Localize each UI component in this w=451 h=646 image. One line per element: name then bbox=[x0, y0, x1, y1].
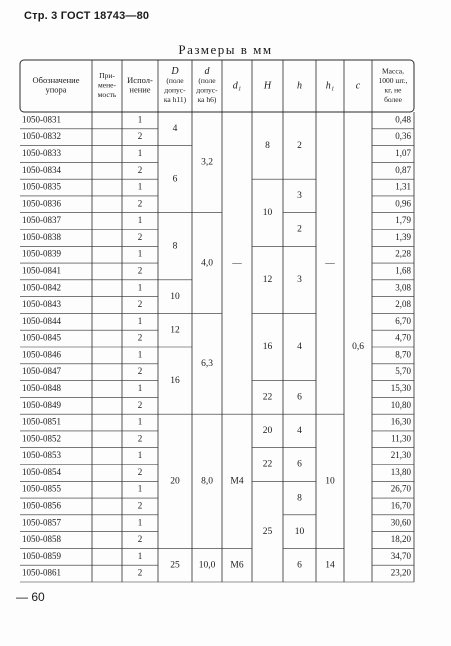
D-value: 4 bbox=[172, 123, 178, 134]
designation-cell: 1050-0848 bbox=[22, 383, 61, 394]
header-D: допус- bbox=[164, 85, 186, 95]
mass-cell: 23,20 bbox=[390, 567, 411, 578]
d1-value: M4 bbox=[230, 476, 244, 487]
mass-cell: 1,68 bbox=[395, 265, 411, 276]
designation-cell: 1050-0858 bbox=[22, 534, 61, 545]
mass-cell: 1,07 bbox=[395, 148, 411, 159]
d-value: 8,0 bbox=[201, 476, 213, 487]
designation-cell: 1050-0836 bbox=[22, 198, 61, 209]
mass-cell: 2,28 bbox=[395, 248, 411, 259]
mass-cell: 0,48 bbox=[395, 114, 411, 125]
header-D: ка h11) bbox=[163, 94, 187, 104]
mass-cell: 26,70 bbox=[390, 483, 411, 494]
designation-cell: 1050-0854 bbox=[22, 466, 61, 477]
version-cell: 1 bbox=[137, 315, 143, 326]
D-value: 12 bbox=[170, 325, 180, 336]
page-header: Стр. 3 ГОСТ 18743—80 bbox=[24, 10, 150, 22]
version-cell: 2 bbox=[137, 231, 143, 242]
version-cell: 2 bbox=[137, 466, 143, 477]
version-cell: 1 bbox=[137, 550, 143, 561]
mass-cell: 1,39 bbox=[395, 231, 411, 242]
version-cell: 1 bbox=[137, 114, 143, 125]
H-value: 22 bbox=[262, 459, 273, 470]
header-applicability: мость bbox=[97, 90, 117, 100]
table-caption: Размеры в мм bbox=[178, 42, 273, 57]
mass-cell: 2,08 bbox=[395, 299, 411, 310]
mass-cell: 16,70 bbox=[390, 500, 411, 511]
D-value: 16 bbox=[170, 375, 180, 386]
d-value: 6,3 bbox=[201, 358, 213, 369]
mass-cell: 16,30 bbox=[390, 416, 411, 427]
D-value: 25 bbox=[170, 560, 180, 571]
h-value: 3 bbox=[297, 191, 302, 202]
designation-cell: 1050-0847 bbox=[22, 366, 61, 377]
mass-cell: 3,08 bbox=[395, 282, 411, 293]
version-cell: 2 bbox=[137, 332, 143, 343]
version-cell: 1 bbox=[137, 148, 143, 159]
mass-cell: 0,87 bbox=[395, 164, 411, 175]
version-cell: 1 bbox=[137, 517, 143, 528]
version-cell: 2 bbox=[137, 534, 143, 545]
h-value: 4 bbox=[297, 426, 302, 437]
header-H: H bbox=[263, 80, 272, 92]
header-d1: d₁ bbox=[232, 80, 242, 92]
version-cell: 2 bbox=[137, 366, 143, 377]
designation-cell: 1050-0841 bbox=[22, 265, 61, 276]
version-cell: 1 bbox=[137, 450, 143, 461]
header-d: d bbox=[204, 66, 210, 78]
header-applicability: мене- bbox=[98, 80, 116, 90]
h-value: 6 bbox=[297, 392, 302, 403]
D-value: 10 bbox=[170, 291, 180, 302]
header-d: допус- bbox=[196, 85, 218, 95]
designation-cell: 1050-0832 bbox=[22, 131, 61, 142]
H-value: 12 bbox=[262, 275, 273, 286]
mass-cell: 21,30 bbox=[390, 450, 411, 461]
page-number: — 60 bbox=[16, 590, 45, 604]
version-cell: 2 bbox=[137, 131, 143, 142]
mass-cell: 30,60 bbox=[390, 517, 411, 528]
header-D: (поле bbox=[166, 75, 184, 85]
mass-cell: 8,70 bbox=[395, 349, 411, 360]
D-value: 6 bbox=[172, 174, 178, 185]
designation-cell: 1050-0842 bbox=[22, 282, 61, 293]
header-mass: Масса, bbox=[382, 66, 404, 76]
h-value: 6 bbox=[297, 459, 302, 470]
designation-cell: 1050-0833 bbox=[22, 148, 61, 159]
header-designation: упора bbox=[45, 84, 67, 95]
mass-cell: 4,70 bbox=[395, 332, 411, 343]
header-designation: Обозначение bbox=[32, 75, 80, 86]
mass-cell: 10,80 bbox=[390, 399, 411, 410]
d-value: 4,0 bbox=[201, 258, 213, 269]
designation-cell: 1050-0849 bbox=[22, 399, 61, 410]
header-version: Испол- bbox=[127, 75, 153, 86]
H-value: 25 bbox=[262, 526, 273, 537]
D-value: 20 bbox=[170, 476, 180, 487]
designation-cell: 1050-0857 bbox=[22, 517, 61, 528]
version-cell: 2 bbox=[137, 500, 143, 511]
H-value: 10 bbox=[262, 207, 273, 218]
mass-cell: 1,31 bbox=[395, 181, 411, 192]
designation-cell: 1050-0831 bbox=[22, 114, 61, 125]
h-value: 6 bbox=[297, 560, 302, 571]
d1-value: — bbox=[232, 258, 242, 269]
designation-cell: 1050-0852 bbox=[22, 433, 61, 444]
h-value: 2 bbox=[297, 224, 302, 235]
d-value: 3,2 bbox=[201, 157, 213, 168]
h-value: 3 bbox=[297, 275, 302, 286]
header-mass: более bbox=[384, 94, 402, 104]
mass-cell: 34,70 bbox=[390, 550, 411, 561]
designation-cell: 1050-0844 bbox=[22, 315, 61, 326]
header-D: D bbox=[171, 66, 179, 78]
designation-cell: 1050-0838 bbox=[22, 231, 61, 242]
h-value: 8 bbox=[297, 493, 302, 504]
designation-cell: 1050-0843 bbox=[22, 299, 61, 310]
mass-cell: 13,80 bbox=[390, 466, 411, 477]
H-value: 20 bbox=[262, 426, 273, 437]
version-cell: 1 bbox=[137, 416, 143, 427]
version-cell: 2 bbox=[137, 299, 143, 310]
version-cell: 1 bbox=[137, 282, 143, 293]
d-value: 10,0 bbox=[198, 560, 216, 571]
designation-cell: 1050-0859 bbox=[22, 550, 61, 561]
header-c: c bbox=[355, 80, 361, 92]
designation-cell: 1050-0834 bbox=[22, 164, 61, 175]
mass-cell: 5,70 bbox=[395, 366, 411, 377]
mass-cell: 18,20 bbox=[390, 534, 411, 545]
h1-value: 10 bbox=[325, 476, 335, 487]
version-cell: 1 bbox=[137, 181, 143, 192]
mass-cell: 11,30 bbox=[391, 433, 411, 444]
version-cell: 2 bbox=[137, 567, 143, 578]
h-value: 2 bbox=[297, 140, 302, 151]
d1-value: M6 bbox=[230, 560, 244, 571]
designation-cell: 1050-0845 bbox=[22, 332, 61, 343]
h-value: 10 bbox=[294, 526, 305, 537]
version-cell: 2 bbox=[137, 433, 143, 444]
version-cell: 1 bbox=[137, 215, 143, 226]
designation-cell: 1050-0851 bbox=[22, 416, 61, 427]
h-value: 4 bbox=[297, 342, 302, 353]
version-cell: 1 bbox=[137, 383, 143, 394]
mass-cell: 6,70 bbox=[395, 315, 411, 326]
D-value: 8 bbox=[172, 241, 178, 252]
designation-cell: 1050-0837 bbox=[22, 215, 61, 226]
designation-cell: 1050-0835 bbox=[22, 181, 61, 192]
header-version: нение bbox=[129, 84, 151, 95]
version-cell: 2 bbox=[137, 198, 143, 209]
mass-cell: 15,30 bbox=[390, 383, 411, 394]
header-mass: кг, не bbox=[384, 85, 402, 95]
version-cell: 1 bbox=[137, 483, 143, 494]
h1-value: — bbox=[325, 258, 335, 269]
designation-cell: 1050-0846 bbox=[22, 349, 61, 360]
designation-cell: 1050-0853 bbox=[22, 450, 61, 461]
c-value: 0,6 bbox=[352, 342, 364, 353]
mass-cell: 0,36 bbox=[395, 131, 411, 142]
H-value: 22 bbox=[262, 392, 273, 403]
designation-cell: 1050-0861 bbox=[22, 567, 61, 578]
designation-cell: 1050-0856 bbox=[22, 500, 61, 511]
h1-value: 14 bbox=[325, 560, 335, 571]
version-cell: 2 bbox=[137, 265, 143, 276]
mass-cell: 0,96 bbox=[395, 198, 411, 209]
header-h: h bbox=[297, 80, 302, 92]
version-cell: 2 bbox=[137, 164, 143, 175]
mass-cell: 1,79 bbox=[395, 215, 411, 226]
designation-cell: 1050-0855 bbox=[22, 483, 61, 494]
header-d: ка h6) bbox=[197, 94, 217, 104]
header-applicability: При- bbox=[99, 71, 115, 81]
version-cell: 1 bbox=[137, 349, 143, 360]
version-cell: 1 bbox=[137, 248, 143, 259]
header-d: (поле bbox=[198, 75, 216, 85]
H-value: 16 bbox=[262, 342, 273, 353]
version-cell: 2 bbox=[137, 399, 143, 410]
header-h1: h₁ bbox=[325, 80, 335, 92]
header-mass: 1000 шт., bbox=[378, 75, 408, 85]
H-value: 8 bbox=[265, 140, 270, 151]
designation-cell: 1050-0839 bbox=[22, 248, 61, 259]
